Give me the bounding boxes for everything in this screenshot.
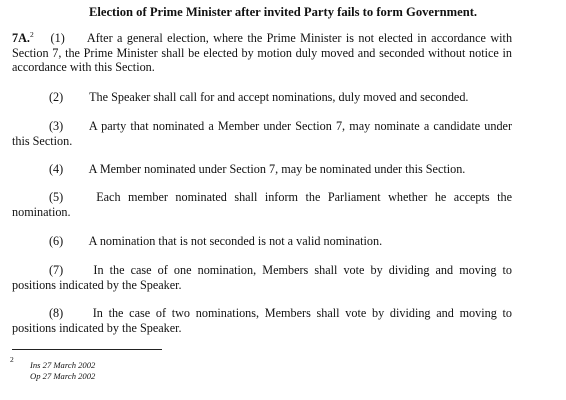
paragraph-5: [12, 190, 512, 219]
paragraph-7-number: (7): [49, 263, 64, 277]
paragraph-8-number: (8): [49, 306, 64, 320]
paragraph-6-number: (6): [49, 234, 64, 248]
paragraph-8-text-rest: positions indicated by the Speaker.: [12, 320, 182, 335]
paragraph-7-first-line: [12, 263, 512, 278]
paragraph-3-number: (3): [49, 119, 64, 133]
paragraph-5-number: (5): [49, 190, 64, 204]
footnote-line-inserted: Ins 27 March 2002: [30, 360, 96, 370]
paragraph-6-text: A nomination that is not seconded is not a valid nomination.: [88, 234, 383, 248]
paragraph-1-number: (1): [50, 31, 65, 45]
paragraph-6: [49, 234, 382, 249]
footnote-divider: [12, 349, 162, 350]
paragraph-3-first-line: [12, 119, 512, 134]
section-title: Election of Prime Minister after invited Party fails to form Government.: [88, 5, 478, 19]
paragraph-7: [12, 263, 512, 292]
paragraph-2: [49, 90, 468, 105]
paragraph-2-number: (2): [49, 90, 64, 104]
paragraph-4-text: A Member nominated under Section 7, may be nominated under this Section.: [88, 162, 466, 176]
paragraph-4: [49, 162, 465, 177]
paragraph-3: [12, 119, 512, 148]
paragraph-8-text-start: In the case of two nominations, Members shall vote by dividing and moving to: [92, 306, 513, 320]
footnote-line-operative: Op 27 March 2002: [30, 371, 96, 381]
paragraph-1: [12, 31, 512, 75]
paragraph-5-text-rest: nomination.: [12, 204, 71, 219]
footnote-reference: 2: [29, 30, 34, 39]
paragraph-7-text-rest: positions indicated by the Speaker.: [12, 277, 182, 292]
paragraph-5-first-line: [12, 190, 512, 205]
paragraph-2-text: The Speaker shall call for and accept nominations, duly moved and seconded.: [89, 90, 469, 104]
paragraph-1-text-rest: Section 7, the Prime Minister shall be elected by motion duly moved and seconded without notice in accordance with this Section.: [12, 45, 512, 75]
section-number: 7A.: [12, 31, 30, 45]
paragraph-7-text-start: In the case of one nomination, Members shall vote by dividing and moving to: [93, 263, 513, 277]
paragraph-3-text-rest: this Section.: [12, 133, 73, 148]
paragraph-8: [12, 306, 512, 335]
paragraph-8-first-line: [12, 306, 512, 321]
paragraph-5-text-start: Each member nominated shall inform the Parliament whether he accepts the: [96, 190, 513, 204]
paragraph-3-text-start: A party that nominated a Member under Section 7, may nominate a candidate under: [88, 119, 513, 133]
footnote-mark: 2: [10, 355, 14, 364]
paragraph-4-number: (4): [49, 162, 64, 176]
paragraph-1-text-start: After a general election, where the Prime Minister is not elected in accordance with: [86, 31, 513, 45]
paragraph-1-first-line: [12, 31, 512, 46]
